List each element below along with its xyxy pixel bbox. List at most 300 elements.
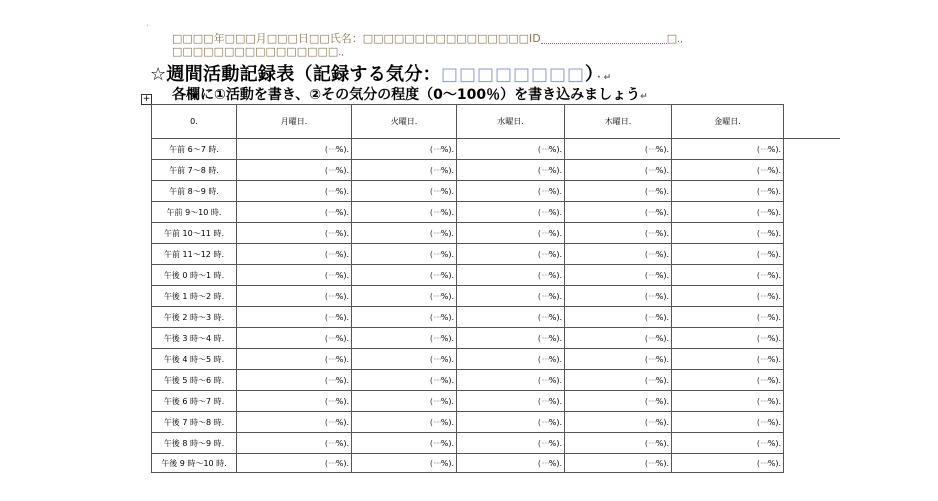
percent-blank: ····· (433, 438, 441, 448)
time-slot-label: 午前 10〜11 時. (152, 223, 237, 244)
activity-mood-cell[interactable] (352, 244, 457, 265)
table-row (152, 181, 840, 202)
time-slot-label: 午前 6〜7 時. (152, 139, 237, 160)
percent-blank: ····· (760, 291, 768, 301)
percent-blank: ····· (760, 375, 768, 385)
percent-close: %). (767, 144, 781, 154)
activity-mood-cell[interactable] (237, 223, 352, 244)
percent-blank: ····· (433, 354, 441, 364)
percent-blank: ····· (760, 165, 768, 175)
percent-open-paren: ( (644, 333, 649, 343)
activity-mood-cell[interactable] (672, 433, 784, 454)
percent-close: %). (440, 458, 454, 468)
percent-close: %). (548, 165, 562, 175)
activity-mood-cell[interactable] (237, 349, 352, 370)
percent-open-paren: ( (324, 291, 329, 301)
percent-close: %). (440, 375, 454, 385)
activity-mood-cell[interactable] (672, 160, 784, 181)
percent-open-paren: ( (756, 249, 761, 259)
activity-mood-cell[interactable] (457, 391, 565, 412)
activity-mood-cell[interactable] (457, 139, 565, 160)
activity-mood-cell[interactable] (565, 391, 672, 412)
percent-blank: ····· (760, 270, 768, 280)
percent-blank: ····· (648, 438, 656, 448)
percent-close: %). (548, 375, 562, 385)
percent-close: %). (335, 207, 349, 217)
extra-cell (784, 223, 840, 244)
time-slot-label: 午後 6 時〜7 時. (152, 391, 237, 412)
percent-open-paren: ( (644, 270, 649, 280)
activity-mood-cell[interactable] (352, 181, 457, 202)
percent-open-paren: ( (324, 417, 329, 427)
activity-mood-cell[interactable] (565, 265, 672, 286)
percent-close: %). (655, 186, 669, 196)
percent-close: %). (655, 207, 669, 217)
activity-mood-cell[interactable] (565, 139, 672, 160)
percent-close: %). (767, 333, 781, 343)
percent-close: %). (548, 354, 562, 364)
percent-close: %). (655, 458, 669, 468)
activity-mood-cell[interactable] (237, 370, 352, 391)
activity-mood-cell[interactable] (352, 433, 457, 454)
paragraph-mark: ' (147, 24, 149, 31)
percent-blank: ····· (760, 417, 768, 427)
percent-blank: ····· (328, 186, 336, 196)
percent-open-paren: ( (756, 458, 761, 468)
percent-open-paren: ( (537, 207, 542, 217)
extra-cell (784, 412, 840, 433)
header-day-friday: 金曜日. (672, 105, 784, 139)
percent-blank: ····· (648, 458, 656, 468)
activity-mood-cell[interactable] (565, 370, 672, 391)
title-suffix: ） (585, 64, 595, 85)
id-end-box[interactable]: □ (666, 32, 678, 45)
percent-blank: ····· (541, 144, 549, 154)
extra-cell (784, 370, 840, 391)
percent-blank: ····· (648, 291, 656, 301)
percent-blank: ····· (328, 144, 336, 154)
percent-blank: ····· (648, 228, 656, 238)
percent-close: %). (655, 354, 669, 364)
activity-mood-cell[interactable] (672, 244, 784, 265)
activity-mood-cell[interactable] (672, 202, 784, 223)
activity-mood-cell[interactable] (237, 265, 352, 286)
time-slot-label: 午後 0 時〜1 時. (152, 265, 237, 286)
table-row (152, 433, 840, 454)
second-line-fields[interactable]: □□□□□□□□□□□□□□□□ (172, 45, 339, 58)
percent-close: %). (548, 144, 562, 154)
percent-open-paren: ( (756, 291, 761, 301)
percent-open-paren: ( (644, 291, 649, 301)
activity-mood-cell[interactable] (237, 139, 352, 160)
time-slot-label: 午後 2 時〜3 時. (152, 307, 237, 328)
activity-mood-cell[interactable] (565, 223, 672, 244)
header-date-name-id-line (172, 30, 683, 46)
percent-close: %). (548, 186, 562, 196)
activity-mood-cell[interactable] (565, 454, 672, 473)
percent-blank: ····· (648, 396, 656, 406)
activity-mood-cell[interactable] (565, 202, 672, 223)
percent-close: %). (767, 291, 781, 301)
activity-mood-cell[interactable] (672, 223, 784, 244)
activity-mood-cell[interactable] (565, 349, 672, 370)
percent-blank: ····· (433, 207, 441, 217)
mood-placeholder-field[interactable]: □□□□□□□□ (440, 64, 585, 85)
activity-mood-cell[interactable] (565, 286, 672, 307)
percent-open-paren: ( (324, 186, 329, 196)
activity-mood-cell[interactable] (565, 244, 672, 265)
percent-close: %). (767, 270, 781, 280)
activity-mood-cell[interactable] (457, 307, 565, 328)
percent-close: %). (440, 417, 454, 427)
percent-blank: ····· (648, 333, 656, 343)
percent-open-paren: ( (537, 291, 542, 301)
percent-blank: ····· (648, 312, 656, 322)
percent-open-paren: ( (537, 312, 542, 322)
percent-close: %). (440, 396, 454, 406)
activity-mood-cell[interactable] (237, 181, 352, 202)
percent-close: %). (655, 312, 669, 322)
activity-mood-cell[interactable] (352, 160, 457, 181)
percent-open-paren: ( (324, 458, 329, 468)
percent-blank: ····· (648, 270, 656, 280)
percent-blank: ····· (433, 417, 441, 427)
activity-mood-cell[interactable] (672, 412, 784, 433)
extra-cell (784, 454, 840, 473)
percent-blank: ····· (541, 207, 549, 217)
table-row (152, 307, 840, 328)
percent-open-paren: ( (644, 417, 649, 427)
activity-mood-cell[interactable] (457, 223, 565, 244)
percent-open-paren: ( (537, 438, 542, 448)
activity-mood-cell[interactable] (352, 454, 457, 473)
activity-mood-cell[interactable] (672, 139, 784, 160)
percent-open-paren: ( (537, 375, 542, 385)
header-corner-cell: 0. (152, 105, 237, 139)
activity-mood-cell[interactable] (457, 412, 565, 433)
activity-mood-cell[interactable] (457, 454, 565, 473)
percent-blank: ····· (541, 458, 549, 468)
percent-open-paren: ( (324, 270, 329, 280)
percent-close: %). (335, 312, 349, 322)
percent-blank: ····· (433, 249, 441, 259)
percent-open-paren: ( (324, 207, 329, 217)
percent-blank: ····· (648, 375, 656, 385)
activity-mood-cell[interactable] (457, 202, 565, 223)
percent-open-paren: ( (644, 438, 649, 448)
percent-blank: ····· (648, 165, 656, 175)
percent-blank: ····· (433, 291, 441, 301)
table-row (152, 349, 840, 370)
activity-mood-cell[interactable] (457, 181, 565, 202)
percent-close: %). (548, 270, 562, 280)
percent-blank: ····· (328, 375, 336, 385)
percent-close: %). (335, 270, 349, 280)
activity-mood-cell[interactable] (672, 181, 784, 202)
header-day-wednesday: 水曜日. (457, 105, 565, 139)
header-extra-cell (784, 105, 840, 139)
activity-mood-cell[interactable] (672, 265, 784, 286)
percent-open-paren: ( (644, 207, 649, 217)
percent-blank: ····· (541, 438, 549, 448)
activity-mood-cell[interactable] (457, 328, 565, 349)
id-label: ID (529, 32, 541, 45)
percent-close: %). (335, 354, 349, 364)
activity-mood-cell[interactable] (237, 412, 352, 433)
percent-close: %). (548, 291, 562, 301)
percent-close: %). (767, 312, 781, 322)
time-slot-label: 午前 7〜8 時. (152, 160, 237, 181)
activity-mood-cell[interactable] (457, 349, 565, 370)
percent-blank: ····· (328, 396, 336, 406)
id-dotted-field[interactable] (541, 35, 667, 44)
table-header-row (152, 105, 840, 139)
activity-mood-cell[interactable] (457, 160, 565, 181)
percent-blank: ····· (541, 228, 549, 238)
activity-mood-cell[interactable] (352, 202, 457, 223)
percent-close: %). (335, 333, 349, 343)
percent-open-paren: ( (429, 333, 434, 343)
percent-open-paren: ( (756, 333, 761, 343)
percent-close: %). (548, 207, 562, 217)
percent-open-paren: ( (429, 458, 434, 468)
percent-blank: ····· (433, 165, 441, 175)
activity-mood-cell[interactable] (237, 391, 352, 412)
activity-mood-cell[interactable] (457, 370, 565, 391)
percent-open-paren: ( (537, 270, 542, 280)
activity-mood-cell[interactable] (352, 391, 457, 412)
activity-mood-cell[interactable] (565, 412, 672, 433)
table-row (152, 223, 840, 244)
percent-close: %). (548, 396, 562, 406)
percent-blank: ····· (328, 270, 336, 280)
percent-blank: ····· (541, 417, 549, 427)
activity-mood-cell[interactable] (352, 286, 457, 307)
percent-close: %). (335, 291, 349, 301)
percent-close: %). (440, 312, 454, 322)
percent-blank: ····· (541, 333, 549, 343)
percent-open-paren: ( (324, 354, 329, 364)
percent-close: %). (655, 396, 669, 406)
percent-close: %). (548, 228, 562, 238)
percent-open-paren: ( (429, 270, 434, 280)
percent-blank: ····· (541, 375, 549, 385)
percent-blank: ····· (648, 186, 656, 196)
percent-close: %). (767, 458, 781, 468)
percent-close: %). (440, 438, 454, 448)
paragraph-mark: ., (677, 35, 683, 45)
activity-mood-cell[interactable] (457, 286, 565, 307)
activity-mood-cell[interactable] (672, 286, 784, 307)
percent-open-paren: ( (324, 228, 329, 238)
activity-mood-cell[interactable] (672, 349, 784, 370)
activity-mood-cell[interactable] (237, 202, 352, 223)
activity-mood-cell[interactable] (457, 265, 565, 286)
table-row (152, 160, 840, 181)
table-row (152, 202, 840, 223)
activity-mood-cell[interactable] (352, 139, 457, 160)
time-slot-label: 午後 9 時〜10 時. (152, 454, 237, 473)
percent-close: %). (335, 458, 349, 468)
percent-blank: ····· (760, 207, 768, 217)
percent-close: %). (655, 417, 669, 427)
percent-open-paren: ( (644, 144, 649, 154)
activity-mood-cell[interactable] (237, 160, 352, 181)
percent-open-paren: ( (644, 165, 649, 175)
percent-open-paren: ( (429, 312, 434, 322)
table-row (152, 286, 840, 307)
percent-open-paren: ( (429, 417, 434, 427)
activity-mood-cell[interactable] (672, 328, 784, 349)
percent-blank: ····· (760, 144, 768, 154)
percent-blank: ····· (648, 207, 656, 217)
activity-mood-cell[interactable] (672, 370, 784, 391)
percent-close: %). (548, 312, 562, 322)
percent-open-paren: ( (756, 417, 761, 427)
activity-mood-cell[interactable] (237, 307, 352, 328)
percent-close: %). (548, 458, 562, 468)
percent-blank: ····· (760, 458, 768, 468)
percent-close: %). (767, 228, 781, 238)
header-day-tuesday: 火曜日. (352, 105, 457, 139)
extra-cell (784, 139, 840, 160)
percent-open-paren: ( (756, 312, 761, 322)
activity-mood-cell[interactable] (352, 412, 457, 433)
percent-open-paren: ( (756, 228, 761, 238)
percent-open-paren: ( (756, 270, 761, 280)
instructions (172, 84, 648, 104)
percent-blank: ····· (760, 312, 768, 322)
percent-blank: ····· (433, 312, 441, 322)
percent-blank: ····· (760, 438, 768, 448)
percent-blank: ····· (760, 249, 768, 259)
activity-mood-cell[interactable] (565, 328, 672, 349)
percent-open-paren: ( (756, 396, 761, 406)
percent-open-paren: ( (429, 207, 434, 217)
percent-close: %). (440, 144, 454, 154)
percent-open-paren: ( (429, 354, 434, 364)
date-fields[interactable]: □□□□年□□□月□□□日□□ (172, 32, 330, 45)
table-row (152, 391, 840, 412)
percent-open-paren: ( (324, 375, 329, 385)
percent-close: %). (335, 396, 349, 406)
percent-blank: ····· (541, 249, 549, 259)
percent-close: %). (335, 186, 349, 196)
percent-blank: ····· (760, 396, 768, 406)
percent-open-paren: ( (429, 438, 434, 448)
name-label: 氏名： (329, 32, 363, 45)
percent-open-paren: ( (324, 312, 329, 322)
activity-mood-cell[interactable] (565, 433, 672, 454)
paragraph-mark: ., (338, 48, 345, 58)
percent-blank: ····· (541, 165, 549, 175)
extra-cell (784, 244, 840, 265)
percent-open-paren: ( (644, 458, 649, 468)
time-slot-label: 午後 1 時〜2 時. (152, 286, 237, 307)
percent-blank: ····· (328, 354, 336, 364)
percent-close: %). (548, 417, 562, 427)
activity-mood-cell[interactable] (565, 160, 672, 181)
activity-mood-cell[interactable] (237, 244, 352, 265)
extra-cell (784, 391, 840, 412)
weekly-activity-table (151, 104, 840, 473)
percent-blank: ····· (648, 249, 656, 259)
percent-blank: ····· (433, 270, 441, 280)
percent-open-paren: ( (324, 165, 329, 175)
activity-mood-cell[interactable] (457, 433, 565, 454)
percent-open-paren: ( (756, 144, 761, 154)
activity-mood-cell[interactable] (237, 454, 352, 473)
percent-close: %). (655, 165, 669, 175)
activity-mood-cell[interactable] (352, 328, 457, 349)
activity-mood-cell[interactable] (352, 349, 457, 370)
percent-blank: ····· (541, 354, 549, 364)
extra-cell (784, 328, 840, 349)
percent-close: %). (767, 438, 781, 448)
activity-mood-cell[interactable] (672, 454, 784, 473)
percent-open-paren: ( (537, 333, 542, 343)
activity-mood-cell[interactable] (352, 370, 457, 391)
extra-cell (784, 433, 840, 454)
table-move-handle-icon[interactable]: + (142, 94, 151, 104)
percent-blank: ····· (328, 438, 336, 448)
percent-blank: ····· (433, 144, 441, 154)
time-slot-label: 午後 3 時〜4 時. (152, 328, 237, 349)
time-slot-label: 午後 5 時〜6 時. (152, 370, 237, 391)
activity-mood-cell[interactable] (237, 433, 352, 454)
percent-open-paren: ( (429, 186, 434, 196)
percent-open-paren: ( (644, 396, 649, 406)
activity-mood-cell[interactable] (672, 391, 784, 412)
percent-open-paren: ( (756, 186, 761, 196)
activity-mood-cell[interactable] (237, 286, 352, 307)
activity-mood-cell[interactable] (565, 307, 672, 328)
percent-open-paren: ( (537, 354, 542, 364)
activity-mood-cell[interactable] (672, 307, 784, 328)
percent-blank: ····· (541, 270, 549, 280)
table-row (152, 244, 840, 265)
activity-mood-cell[interactable] (237, 328, 352, 349)
name-fields[interactable]: □□□□□□□□□□□□□□□□ (362, 32, 530, 45)
percent-blank: ····· (760, 186, 768, 196)
percent-open-paren: ( (429, 144, 434, 154)
percent-close: %). (767, 207, 781, 217)
time-slot-label: 午後 7 時〜8 時. (152, 412, 237, 433)
activity-mood-cell[interactable] (352, 265, 457, 286)
percent-blank: ····· (541, 312, 549, 322)
activity-mood-cell[interactable] (565, 181, 672, 202)
percent-close: %). (655, 249, 669, 259)
table-row (152, 412, 840, 433)
extra-cell (784, 349, 840, 370)
header-second-line (172, 45, 344, 58)
percent-blank: ····· (328, 291, 336, 301)
percent-blank: ····· (433, 333, 441, 343)
header-day-monday: 月曜日. (237, 105, 352, 139)
percent-open-paren: ( (756, 354, 761, 364)
percent-close: %). (335, 249, 349, 259)
percent-close: %). (440, 333, 454, 343)
activity-mood-cell[interactable] (352, 307, 457, 328)
activity-mood-cell[interactable] (352, 223, 457, 244)
percent-open-paren: ( (644, 375, 649, 385)
percent-open-paren: ( (537, 417, 542, 427)
table-row (152, 328, 840, 349)
activity-mood-cell[interactable] (457, 244, 565, 265)
percent-blank: ····· (328, 312, 336, 322)
percent-close: %). (335, 228, 349, 238)
percent-open-paren: ( (429, 228, 434, 238)
